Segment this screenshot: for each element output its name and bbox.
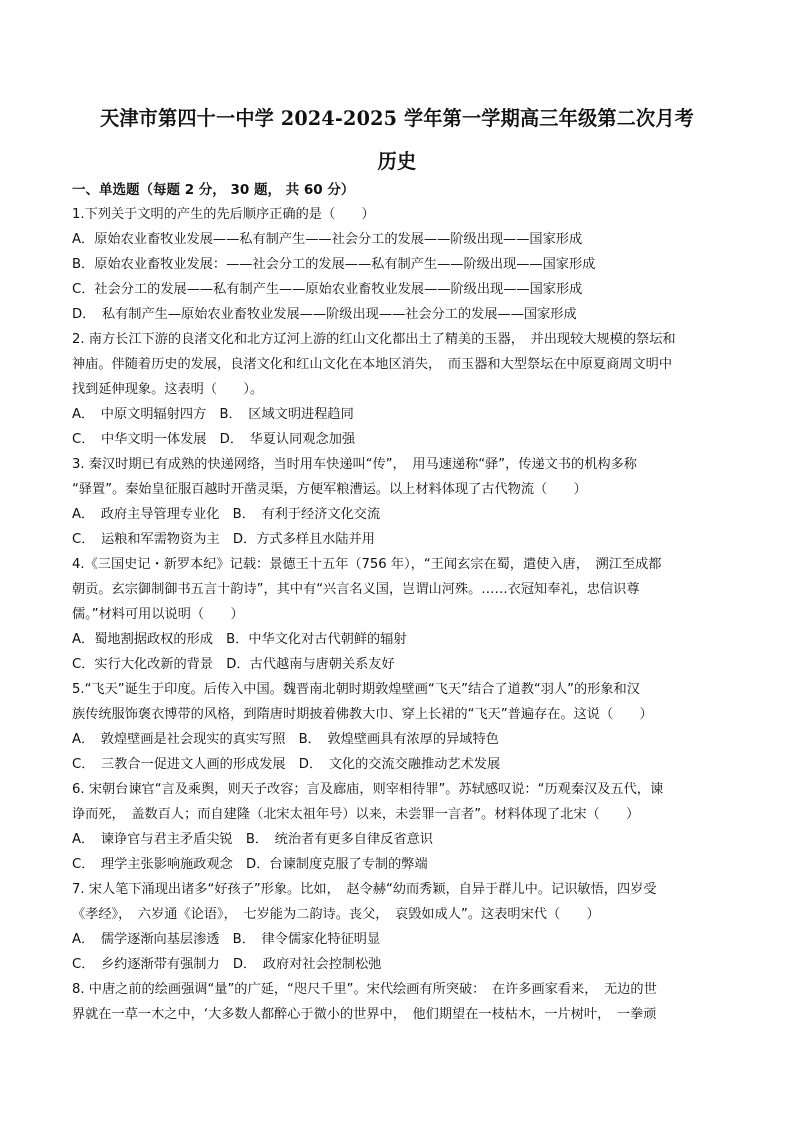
question-2-stem: 2. 南方长江下游的良渚文化和北方辽河上游的红山文化都出土了精美的玉器， 并出现较大规模的祭坛和 — [72, 332, 676, 347]
question-1-option-b: B．原始农业畜牧业发展：——社会分工的发展——私有制产生——阶级出现——国家形成 — [72, 257, 596, 272]
question-1-option-d: D． 私有制产生—原始农业畜牧业发展——阶级出现——社会分工的发展——国家形成 — [72, 307, 577, 322]
question-4-stem-line: 朝贡。玄宗御制御书五言十韵诗”，其中有“兴言名义国，岂谓山河殊。……衣冠知奉礼，忠信识尊 — [72, 582, 640, 597]
question-7-options-cd: C． 乡约逐渐带有强制力 D． 政府对社会控制松弛 — [72, 957, 382, 972]
question-6-stem: 6. 宋朝台谏官“言及乘舆，则天子改容；言及廊庙，则宰相待罪”。苏轼感叹说：“历观秦汉及五代，谏 — [72, 782, 664, 797]
question-2-options-cd: C． 中华文明一体发展 D． 华夏认同观念加强 — [72, 432, 356, 447]
question-5-stem: 5.“飞天”诞生于印度。后传入中国。魏晋南北朝时期敦煌壁画“飞天”结合了道教“羽人”的形象和汉 — [72, 682, 640, 697]
question-5-options-ab: A． 敦煌壁画是社会现实的真实写照 B． 敦煌壁画具有浓厚的异域特色 — [72, 732, 499, 747]
question-2-options-ab: A． 中原文明辐射四方 B． 区域文明进程趋同 — [72, 407, 354, 422]
question-3-stem: 3. 秦汉时期已有成熟的快递网络，当时用车快递叫“传”， 用马速递称“驿”，传递文书的机构多称 — [72, 457, 637, 472]
section-heading: 一、单选题（每题 2 分， 30 题， 共 60 分） — [72, 182, 355, 198]
question-2-stem-line: 神庙。伴随着历史的发展，良渚文化和红山文化在本地区消失， 而玉器和大型祭坛在中原夏商周文明中 — [72, 357, 673, 372]
question-4-options-cd: C．实行大化改新的背景 D．古代越南与唐朝关系友好 — [72, 657, 395, 672]
subject-title: 历史 — [377, 149, 417, 173]
question-1-option-c: C．社会分工的发展——私有制产生——原始农业畜牧业发展——阶级出现——国家形成 — [72, 282, 583, 297]
question-1-stem: 1.下列关于文明的产生的先后顺序正确的是（ ） — [72, 207, 375, 222]
question-5-stem-line: 族传统服饰褒衣博带的风格，到隋唐时期披着佛教大巾、穿上长裙的“飞天”普遍存在。这说（ ） — [72, 707, 653, 722]
exam-title: 天津市第四十一中学 2024-2025 学年第一学期高三年级第二次月考 — [99, 106, 695, 130]
question-5-options-cd: C． 三教合一促进文人画的形成发展 D． 文化的交流交融推动艺术发展 — [72, 757, 501, 772]
question-6-options-cd: C． 理学主张影响施政观念 D．台谏制度克服了专制的弊端 — [72, 857, 428, 872]
question-1-option-a: A．原始农业畜牧业发展——私有制产生——社会分工的发展——阶级出现——国家形成 — [72, 232, 583, 247]
question-3-options-cd: C． 运粮和军需物资为主 D．方式多样且水陆并用 — [72, 532, 375, 547]
question-7-options-ab: A． 儒学逐渐向基层渗透 B． 律令儒家化特征明显 — [72, 932, 381, 947]
question-6-stem-line: 诤而死， 盖数百人；而自建隆（北宋太祖年号）以来，未尝罪一言者”。材料体现了北宋（ ） — [72, 807, 640, 822]
question-7-stem-line: 《孝经》， 六岁通《论语》， 七岁能为二韵诗。丧父， 哀毁如成人”。这表明宋代（ ） — [72, 907, 600, 922]
question-2-stem-line: 找到延伸现象。这表明（ ）。 — [72, 382, 264, 397]
question-8-stem-line: 界就在一草一木之中，‘大多数人都醉心于微小的世界中， 他们期望在一枝枯木，一片树叶， 一拳顽 — [72, 1007, 657, 1022]
question-4-stem-line: 儒。”材料可用以说明（ ） — [72, 607, 244, 622]
question-7-stem: 7. 宋人笔下涌现出诸多“好孩子”形象。比如， 赵令赫“幼而秀颖，自异于群儿中。记识敏悟，四岁受 — [72, 882, 657, 897]
question-4-stem: 4.《三国史记・新罗本纪》记载：景德王十五年（756 年），“王闻玄宗在蜀，遣使入唐， 溯江至成都 — [72, 557, 662, 572]
question-6-options-ab: A． 谏诤官与君主矛盾尖锐 B． 统治者有更多自律反省意识 — [72, 832, 433, 847]
question-8-stem: 8. 中唐之前的绘画强调“量”的广延，“咫尺千里”。宋代绘画有所突破： 在许多画家看来， 无边的世 — [72, 982, 657, 997]
question-3-options-ab: A． 政府主导管理专业化 B． 有利于经济文化交流 — [72, 507, 381, 522]
question-4-options-ab: A．蜀地割据政权的形成 B．中华文化对古代朝鲜的辐射 — [72, 632, 407, 647]
question-3-stem-line: “驿置”。秦始皇征服百越时开凿灵渠，方便军粮漕运。以上材料体现了古代物流（ ） — [72, 482, 587, 497]
